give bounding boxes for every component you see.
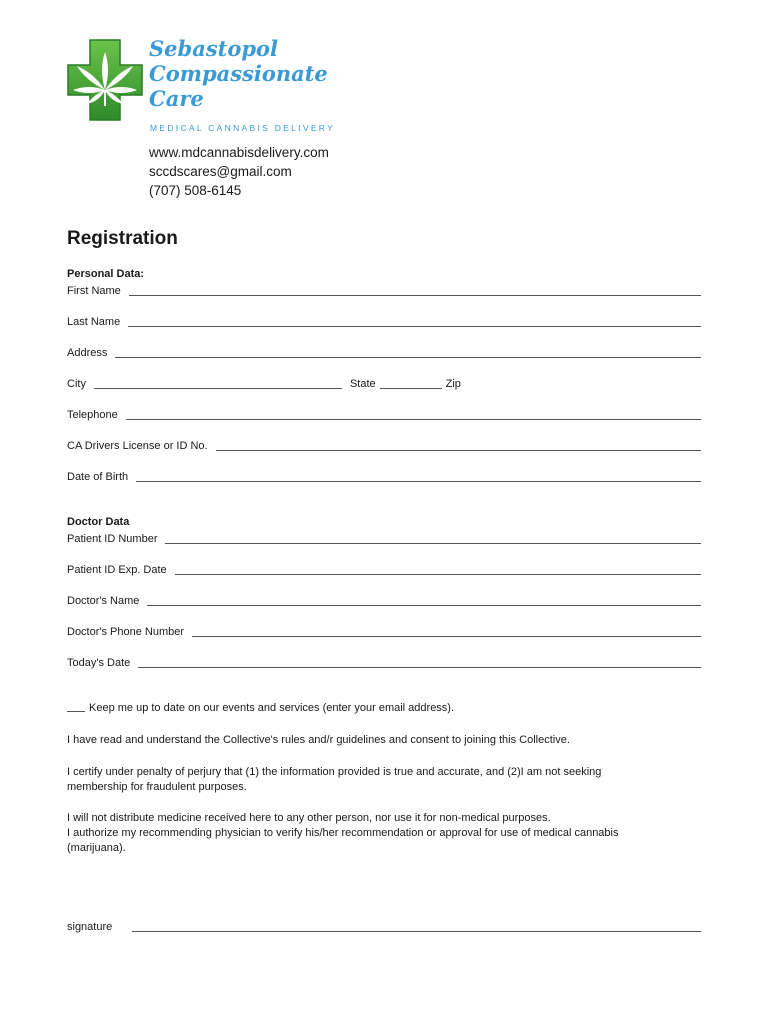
address-label: Address [67, 347, 108, 359]
page-title: Registration [67, 228, 178, 249]
personal-data-heading: Personal Data: [67, 268, 145, 280]
signature-label: signature [67, 921, 113, 933]
patient-id-input[interactable] [165, 543, 701, 544]
state-input[interactable] [380, 388, 442, 389]
certify-statement [67, 765, 707, 795]
doctor-phone-input[interactable] [192, 636, 701, 637]
newsletter-label: Keep me up to date on our events and services (enter your email address). [89, 702, 455, 714]
cannabis-leaf-cross-icon [66, 38, 144, 122]
dob-input[interactable] [136, 481, 701, 482]
city-label: City [67, 378, 86, 390]
first-name-input[interactable] [129, 295, 701, 296]
doctor-phone-label: Doctor's Phone Number [67, 626, 185, 638]
address-input[interactable] [115, 357, 701, 358]
brand-tagline: MEDICAL CANNABIS DELIVERY [150, 123, 336, 133]
patient-id-field [67, 530, 701, 546]
authorize-text-2: (marijuana). [67, 842, 126, 854]
brand-line-3: Care [149, 86, 204, 111]
signature-input[interactable] [132, 931, 701, 932]
brand-name [149, 36, 328, 111]
patient-id-label: Patient ID Number [67, 533, 158, 545]
city-state-zip-field [67, 375, 701, 391]
certify-text-1: I certify under penalty of perjury that (1) the information provided is true and accurate, and (2)I am not seeking [67, 766, 602, 778]
doctor-name-input[interactable] [147, 605, 701, 606]
email-link[interactable]: sccdscares@gmail.com [149, 164, 292, 179]
telephone-label: Telephone [67, 409, 118, 421]
city-input[interactable] [94, 388, 342, 389]
license-input[interactable] [216, 450, 701, 451]
state-label: State [349, 378, 376, 390]
distribute-statement [67, 811, 707, 856]
last-name-field [67, 313, 701, 329]
dob-label: Date of Birth [67, 471, 129, 483]
brand-line-2: Compassionate [149, 61, 328, 86]
contact-info [149, 143, 329, 200]
doctor-data-heading: Doctor Data [67, 516, 130, 528]
phone-number: (707) 508-6145 [149, 183, 242, 198]
doctor-name-label: Doctor's Name [67, 595, 140, 607]
patient-exp-input[interactable] [175, 574, 701, 575]
patient-exp-label: Patient ID Exp. Date [67, 564, 167, 576]
authorize-text-1: I authorize my recommending physician to verify his/her recommendation or approval for use of medical cannabis [67, 827, 619, 839]
consent-text: I have read and understand the Collective's rules and/r guidelines and consent to joining this Collective. [67, 734, 570, 746]
certify-text-2: membership for fraudulent purposes. [67, 781, 247, 793]
first-name-label: First Name [67, 285, 121, 297]
newsletter-blank[interactable] [67, 711, 85, 712]
doctor-phone-field [67, 623, 701, 639]
doctor-name-field [67, 592, 701, 608]
signature-field [67, 918, 701, 934]
last-name-label: Last Name [67, 316, 121, 328]
license-label: CA Drivers License or ID No. [67, 440, 208, 452]
website-link[interactable]: www.mdcannabisdelivery.com [149, 145, 329, 160]
last-name-input[interactable] [128, 326, 701, 327]
consent-statement [67, 733, 707, 748]
newsletter-optin [67, 702, 454, 714]
patient-exp-field [67, 561, 701, 577]
telephone-field [67, 406, 701, 422]
zip-label: Zip [445, 378, 461, 390]
license-field [67, 437, 701, 453]
todays-date-input[interactable] [138, 667, 701, 668]
todays-date-field [67, 654, 701, 670]
distribute-text: I will not distribute medicine received here to any other person, nor use it for non-medical purposes. [67, 812, 551, 824]
dob-field [67, 468, 701, 484]
address-field [67, 344, 701, 360]
first-name-field [67, 282, 701, 298]
todays-date-label: Today's Date [67, 657, 131, 669]
brand-line-1: Sebastopol [149, 36, 279, 61]
telephone-input[interactable] [126, 419, 701, 420]
